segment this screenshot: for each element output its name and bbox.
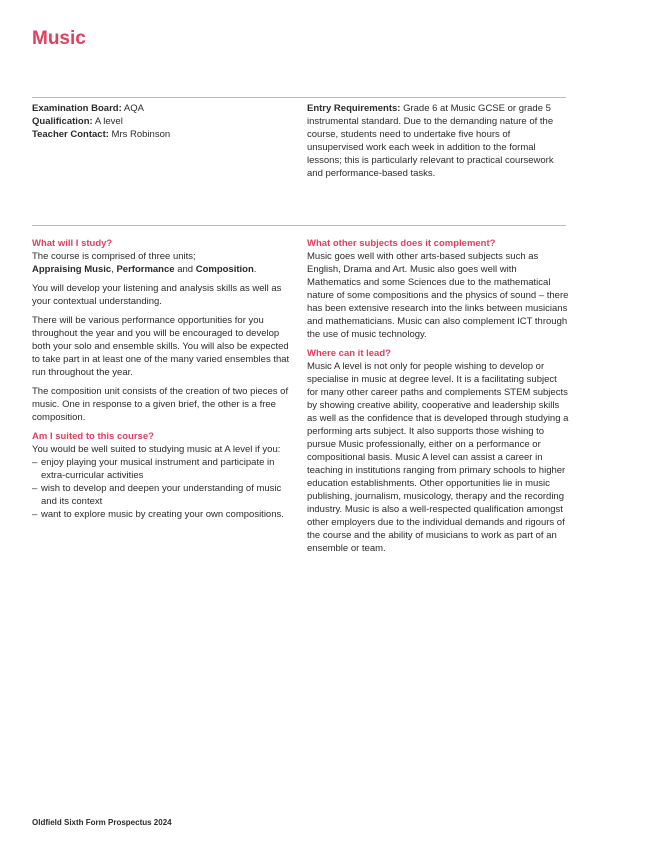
qualification-label: Qualification: [32, 116, 93, 127]
study-intro: The course is comprised of three units; [32, 251, 196, 262]
unit-separator-1: , [111, 264, 117, 275]
complement-heading: What other subjects does it complement? [307, 238, 496, 249]
page-title: Music [32, 28, 86, 49]
study-paragraph-2: You will develop your listening and analysis skills as well as your contextual understanding. [32, 283, 282, 307]
entry-requirements [307, 102, 565, 180]
top-divider [32, 97, 566, 98]
list-item: – want to explore music by creating your own compositions. [32, 508, 294, 521]
unit-appraising: Appraising Music [32, 264, 112, 275]
teacher-contact-label: Teacher Contact: [32, 129, 109, 140]
suited-heading: Am I suited to this course? [32, 431, 154, 442]
teacher-contact-line [32, 128, 282, 141]
unit-separator-2: and [174, 264, 196, 275]
unit-performance: Performance [116, 264, 175, 275]
qualification-value: A level [94, 116, 123, 127]
study-paragraph-4: The composition unit consists of the creation of two pieces of music. One in response to a given brief, the other is a free composition. [32, 386, 289, 423]
lead-heading: Where can it lead? [307, 348, 391, 359]
list-item: – enjoy playing your musical instrument and participate in extra-curricular activities [32, 456, 294, 482]
course-info [32, 102, 282, 141]
study-heading: What will I study? [32, 238, 113, 249]
footer-text: Oldfield Sixth Form Prospectus 2024 [32, 818, 172, 827]
entry-requirements-value: Grade 6 at Music GCSE or grade 5 instrumental standard. Due to the demanding nature of the course, students need to undertake five hours of unsupervised work each week in addition to the formal lessons; this is particularly relevant to practical coursework and performance-based tasks. [307, 103, 554, 179]
entry-requirements-label: Entry Requirements: [307, 103, 401, 114]
right-column [307, 237, 569, 561]
unit-end: . [253, 264, 257, 275]
study-units [32, 263, 294, 276]
complement-body: Music goes well with other arts-based subjects such as English, Drama and Art. Music also goes well with Mathematics and some Sciences due to the mathematical nature of some compositions and the physics of sound – there has been extensive research into the links between musicians and mathematicians. Music can also complement ICT through the use of music technology. [307, 251, 569, 340]
left-column [32, 237, 294, 527]
exam-board-label: Examination Board: [32, 103, 122, 114]
suited-list [32, 456, 294, 521]
teacher-contact-value: Mrs Robinson [111, 129, 171, 140]
lead-body: Music A level is not only for people wishing to develop or specialise in music at degree level. It is a facilitating subject for many other career paths and complements STEM subjects by showing creative ability, cooperative and leadership skills as well as the confidence that is developed through studying a performing arts subject. It also supports those wishing to pursue Music professionally, either on a performance or compositional basis. Music A level can assist a career in teaching in institutions ranging from primary schools to higher education establishments. Other opportunities lie in music publishing, journalism, musicology, therapy and the recording industry. Music is also a well-respected qualification amongst other employers due to the individual demands and rigours of the course and the ability of musicians to work as part of an ensemble or team. [307, 361, 569, 554]
list-item: – wish to develop and deepen your understanding of music and its context [32, 482, 294, 508]
study-paragraph-3: There will be various performance opportunities for you throughout the year and you will be encouraged to develop both your solo and ensemble skills. You will also be expected to take part in at least one of the many varied ensembles that run throughout the year. [32, 315, 290, 378]
qualification-line [32, 115, 282, 128]
middle-divider [32, 225, 566, 226]
suited-intro: You would be well suited to studying music at A level if you: [32, 444, 281, 455]
exam-board-line [32, 102, 282, 115]
unit-composition: Composition [195, 264, 254, 275]
exam-board-value: AQA [123, 103, 144, 114]
